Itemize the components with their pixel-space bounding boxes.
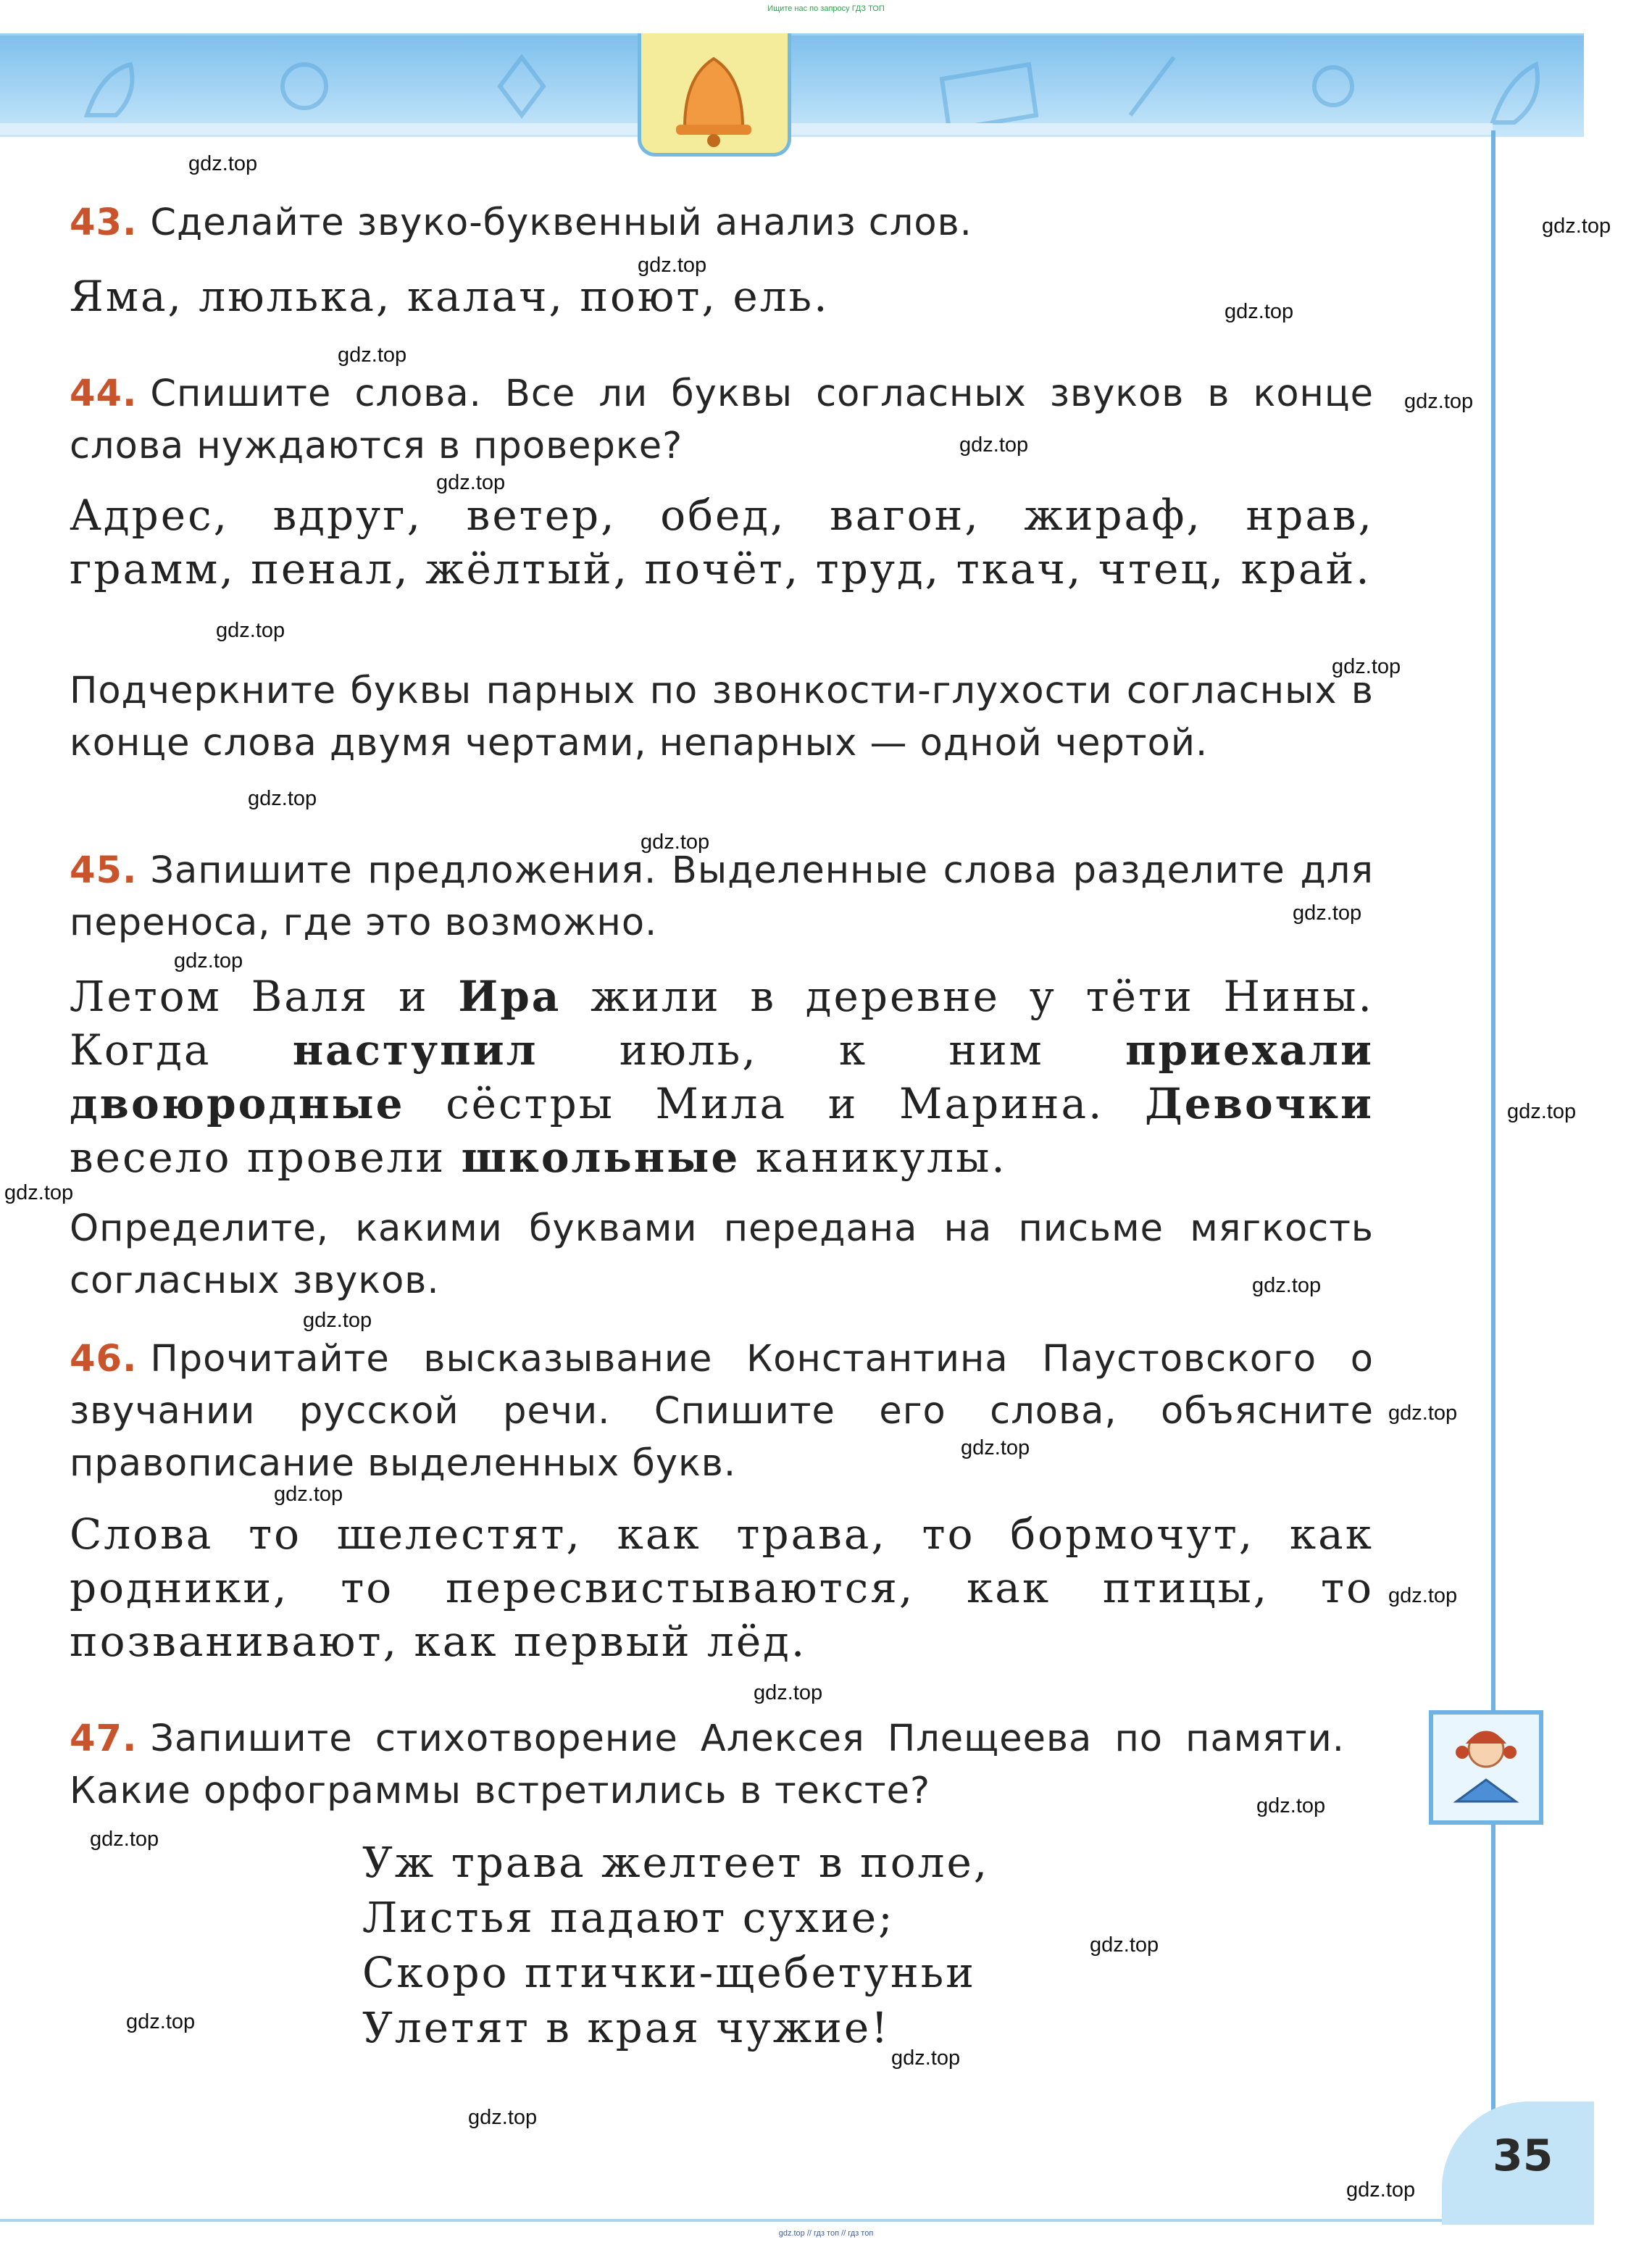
book-outline-icon xyxy=(942,64,1036,130)
watermark: gdz.top xyxy=(1542,214,1611,238)
watermark: gdz.top xyxy=(1090,1933,1159,1957)
watermark: gdz.top xyxy=(641,830,710,854)
watermark: gdz.top xyxy=(638,254,707,277)
key-outline-icon xyxy=(283,64,326,108)
bell-outline-icon-2 xyxy=(1493,64,1538,122)
task-47-poem xyxy=(362,1835,989,2055)
watermark: gdz.top xyxy=(959,433,1029,457)
watermark: gdz.top xyxy=(1225,300,1294,323)
watermark: gdz.top xyxy=(303,1309,372,1332)
task-44-text: Спишите слова. Все ли буквы согласных звуков в конце слова нуждаются в проверке? xyxy=(70,372,1374,467)
task-45-extra xyxy=(70,1203,1374,1307)
watermark: gdz.top xyxy=(891,2046,961,2070)
task-43-number: 43. xyxy=(70,201,138,244)
poem-line-4: Улетят в края чужие! xyxy=(362,2003,890,2052)
task-45-text: Запишите предложения. Выделенные слова разделите для переноса, где это возможно. xyxy=(70,849,1374,944)
watermark: gdz.top xyxy=(1507,1100,1577,1123)
page-border-right xyxy=(1491,130,1495,2174)
task-45-s3: июль, к ним xyxy=(538,1025,1126,1075)
task-45-paragraph xyxy=(70,970,1374,1184)
bell-outline-icon xyxy=(87,64,133,115)
bell-icon xyxy=(641,33,788,153)
watermark: gdz.top xyxy=(90,1828,159,1851)
poem-line-1: Уж трава желтеет в поле, xyxy=(362,1838,990,1887)
watermark: gdz.top xyxy=(1256,1794,1326,1817)
watermark: gdz.top xyxy=(1252,1274,1322,1297)
bell-frame xyxy=(638,33,791,157)
task-46-quote-text: Слова то шелестят, как трава, то бормочут, как родники, то пересвистываются, как птицы, то позванивают, как первый лёд. xyxy=(70,1509,1374,1666)
watermark: gdz.top xyxy=(1293,901,1362,925)
task-45-bold-1: Ира xyxy=(458,972,562,1021)
task-43-text: Сделайте звуко-буквенный анализ слов. xyxy=(150,201,972,244)
task-45-bold-5: школьные xyxy=(461,1133,741,1182)
watermark: gdz.top xyxy=(4,1181,74,1204)
task-47-text: Запишите стихотворение Алексея Плещеева по памяти. Какие орфограммы встретились в тексте? xyxy=(70,1717,1345,1812)
task-46-text: Прочитайте высказывание Константина Паустовского о звучании русской речи. Спишите его слова, объясните правописание выделенных букв. xyxy=(70,1338,1374,1485)
watermark: gdz.top xyxy=(338,343,407,367)
watermark: gdz.top xyxy=(468,2106,538,2129)
watermark: gdz.top xyxy=(126,2010,196,2033)
watermark: gdz.top xyxy=(961,1436,1030,1459)
watermark: gdz.top xyxy=(248,787,317,810)
task-45-s6: каникулы. xyxy=(740,1133,1007,1182)
task-47-instruction xyxy=(70,1713,1345,1817)
task-45-bold-4: Девочки xyxy=(1145,1079,1374,1128)
watermark: gdz.top xyxy=(216,619,285,642)
poem-line-2: Листья падают сухие; xyxy=(362,1893,895,1942)
task-46-quote xyxy=(70,1507,1374,1668)
watermark: gdz.top xyxy=(754,1681,823,1704)
poem-line-3: Скоро птички-щебетуньи xyxy=(362,1948,976,1997)
task-44-extra-text: Подчеркните буквы парных по звонкости-глухости согласных в конце слова двумя чертами, непарных — одной чертой. xyxy=(70,670,1374,765)
task-45-bold-3: приехали двоюродные xyxy=(70,1025,1374,1128)
task-45-sentences xyxy=(70,970,1374,1184)
bottom-site-link[interactable]: gdz.top // гдз топ // гдз топ xyxy=(778,2229,874,2238)
task-44-words xyxy=(70,488,1374,596)
task-45-s2: жили в деревне у тёти Нины. Когда xyxy=(70,972,1374,1075)
task-43-words xyxy=(70,270,1374,323)
task-45-s1: Летом Валя и xyxy=(70,972,459,1021)
task-44-word-list: Адрес, вдруг, ветер, обед, вагон, жираф, нрав, грамм, пенал, жёлтый, почёт, труд, ткач, чтец, край. xyxy=(70,491,1374,593)
girl-reading-icon xyxy=(1433,1715,1539,1820)
scissors-outline-icon xyxy=(1314,67,1352,105)
task-46-number: 46. xyxy=(70,1338,138,1380)
task-46-instruction xyxy=(70,1333,1374,1490)
watermark: gdz.top xyxy=(274,1483,343,1506)
watermark: gdz.top xyxy=(1346,2178,1416,2202)
memorize-marker xyxy=(1429,1710,1543,1825)
task-47-number: 47. xyxy=(70,1717,138,1760)
task-45-s4: сёстры Мила и Марина. xyxy=(404,1079,1146,1128)
task-45-number: 45. xyxy=(70,849,138,892)
task-44-extra xyxy=(70,665,1374,770)
decorative-banner xyxy=(0,33,1584,137)
task-44-number: 44. xyxy=(70,372,138,415)
pencil-outline-icon xyxy=(1130,57,1174,115)
task-45-s5: весело провели xyxy=(70,1133,462,1182)
task-45-instruction xyxy=(70,845,1374,949)
page-border-bottom xyxy=(0,2219,1594,2222)
watermark: gdz.top xyxy=(436,471,506,494)
task-44-instruction xyxy=(70,368,1374,472)
watermark: gdz.top xyxy=(1388,1584,1458,1607)
top-search-hint: Ищите нас по запросу ГДЗ ТОП xyxy=(767,4,885,13)
banner-icons xyxy=(0,36,1584,137)
watermark: gdz.top xyxy=(188,152,258,175)
leaf-outline-icon xyxy=(500,57,543,115)
task-45-extra-text: Определите, какими буквами передана на письме мягкость согласных звуков. xyxy=(70,1207,1374,1302)
task-43-word-list: Яма, люлька, калач, поют, ель. xyxy=(70,272,830,321)
watermark: gdz.top xyxy=(174,949,243,972)
watermark: gdz.top xyxy=(1404,390,1474,413)
watermark: gdz.top xyxy=(1388,1401,1458,1425)
page-number: 35 xyxy=(1493,2131,1553,2181)
watermark: gdz.top xyxy=(1332,655,1401,678)
task-45-bold-2: наступил xyxy=(292,1025,538,1075)
task-43-instruction xyxy=(70,197,1374,249)
